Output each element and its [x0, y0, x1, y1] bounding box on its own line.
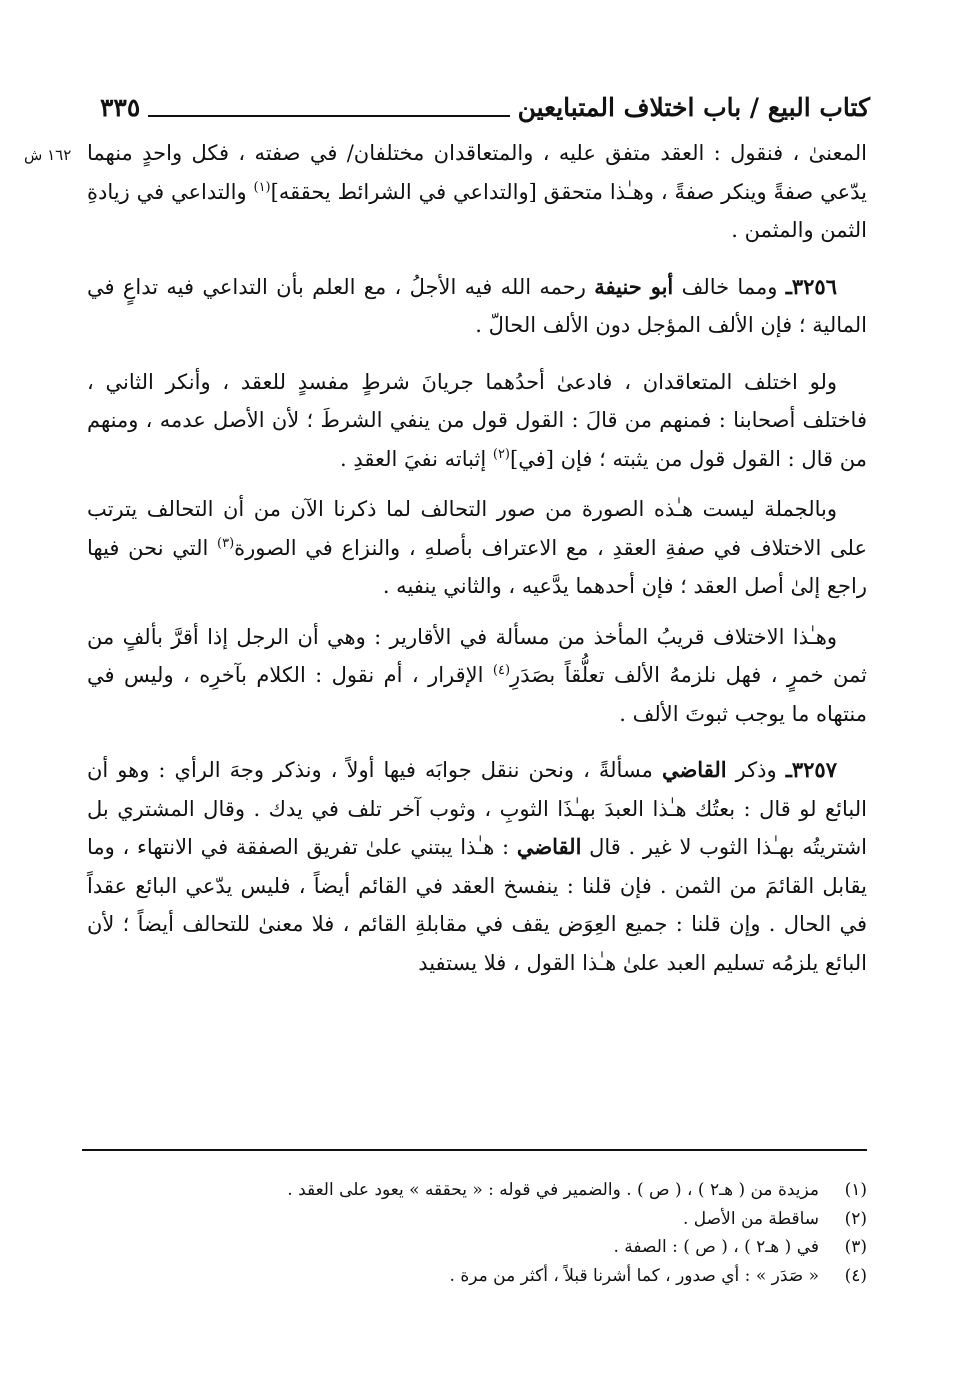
margin-folio-note: ١٦٢ ش	[24, 146, 72, 164]
paragraph-text: المعنىٰ ، فنقول : العقد متفق عليه ، والمتعاقدان مختلفان/ في صفته ، فكل واحدٍ منهما يدّعي صفةً وينكر صفةً ، وهـٰذا متحقق [والتداعي في الشرائط يحققه]	[87, 141, 867, 204]
paragraph-5	[87, 618, 867, 734]
footnote-item	[82, 1233, 867, 1262]
paragraph-text: وبالجملة ليست هـٰذه الصورة من صور التحالف لما ذكرنا الآن من أن التحالف يترتب على الاختلاف في صفةِ العقدِ ، مع الاعتراف بأصلهِ ، والنزاع في الصورة	[87, 497, 867, 560]
paragraph-3256	[87, 268, 867, 345]
paragraph-text: رحمه الله فيه الأجلُ ، مع العلم بأن التداعي فيه تداعٍ في المالية ؛ فإن الألف المؤجل دون الألف الحالّ .	[87, 274, 867, 337]
footnote-number: (٣)	[844, 1237, 867, 1257]
paragraph-3257	[87, 751, 867, 982]
running-header	[100, 84, 870, 128]
paragraph-text: الإقرار ، أم نقول : الكلام بآخرِه ، وليس في منتهاه ما يوجب ثبوتَ الألف .	[87, 663, 867, 726]
body-text	[87, 134, 867, 982]
scholar-name: أبو حنيفة	[594, 273, 674, 299]
header-title: كتاب البيع / باب اختلاف المتبايعين	[517, 93, 870, 122]
paragraph-1	[87, 134, 867, 250]
paragraph-number: ٣٢٥٧ـ	[785, 757, 837, 782]
paragraph-text: ومما خالف	[673, 274, 786, 299]
paragraph-text: والتداعي في زيادةِ الثمن والمثمن .	[87, 179, 867, 242]
footnote-number: (٢)	[844, 1208, 867, 1229]
scholar-name: القاضي	[661, 757, 727, 782]
paragraph-number: ٣٢٥٦ـ	[785, 273, 837, 299]
footnote-item	[82, 1205, 867, 1234]
paragraph-text: ولو اختلف المتعاقدان ، فادعىٰ أحدُهما جريانَ شرطٍ مفسدٍ للعقد ، وأنكر الثاني ، فاختلف أصحابنا : فمنهم من قالَ : القول قول من ينفي الشرطَ ؛ لأن الأصل عدمه ، ومنهم من قال : القول قول من يثبته ؛ فإن [في]	[87, 369, 867, 471]
paragraph-text: مسألةً ، ونحن ننقل جوابَه فيها أولاً ، ونذكر وجهَ الرأي : وهو أن البائع لو قال : بعتُك هـٰذا العبدَ بهـٰذَا الثوبِ ، وثوب آخر تلف في يدك . وقال المشتري بل اشتريتُه بهـٰذا الثوب لا غير . قال	[87, 758, 867, 859]
footnote-item	[82, 1176, 867, 1205]
footnote-separator	[82, 1149, 867, 1151]
footnote-text: مزيدة من ( هـ٢ ) ، ( ص ) . والضمير في قوله : « يحققه » يعود على العقد .	[287, 1180, 819, 1200]
page-number: ٣٣٥	[100, 93, 141, 122]
footnote-ref: (١)	[253, 179, 271, 195]
footnote-ref: (٢)	[492, 446, 510, 462]
footnote-text: « صَدَر » : أي صدور ، كما أشرنا قبلاً ، أكثر من مرة .	[449, 1265, 819, 1286]
footnote-number: (٤)	[844, 1265, 867, 1286]
footnote-text: في ( هـ٢ ) ، ( ص ) : الصفة .	[613, 1237, 819, 1257]
paragraph-text: التي نحن فيها راجع إلىٰ أصل العقد ؛ فإن أحدهما يدَّعيه ، والثاني ينفيه .	[87, 535, 867, 598]
paragraph-text: إثباته نفيَ العقدِ .	[339, 446, 493, 471]
footnote-number: (١)	[844, 1180, 867, 1200]
footnotes	[82, 1176, 867, 1290]
paragraph-text: وهـٰذا الاختلاف قريبُ المأخذ من مسألة في الأقارير : وهي أن الرجل إذا أقرَّ بألفٍ من ثمن خمرٍ ، فهل نلزمهُ الألف تعلُّقاً بصَدَرِ	[87, 624, 867, 687]
paragraph-text: : هـٰذا يبتني علىٰ تفريق الصفقة في الانتهاء ، وما يقابل القائمَ من الثمن . فإن قلنا : ينفسخ العقد في القائم أيضاً ، فليس يدّعي البائع عقداً في الحال . وإن قلنا : جميع العِوَض يقف في مقابلةِ القائم ، فلا معنىٰ للتحالف أيضاً ؛ لأن البائع يلزمُه تسليم العبد علىٰ هـٰذا القول ، فلا يستفيد	[87, 835, 867, 975]
footnote-text: ساقطة من الأصل .	[683, 1208, 819, 1229]
paragraph-3	[87, 363, 867, 479]
paragraph-text: وذكر	[726, 758, 786, 782]
scholar-name: القاضي	[516, 834, 582, 859]
header-rule	[148, 115, 509, 117]
footnote-ref: (٤)	[492, 663, 511, 678]
footnote-item	[82, 1262, 867, 1291]
paragraph-4	[87, 490, 867, 606]
footnote-ref: (٣)	[217, 535, 235, 551]
